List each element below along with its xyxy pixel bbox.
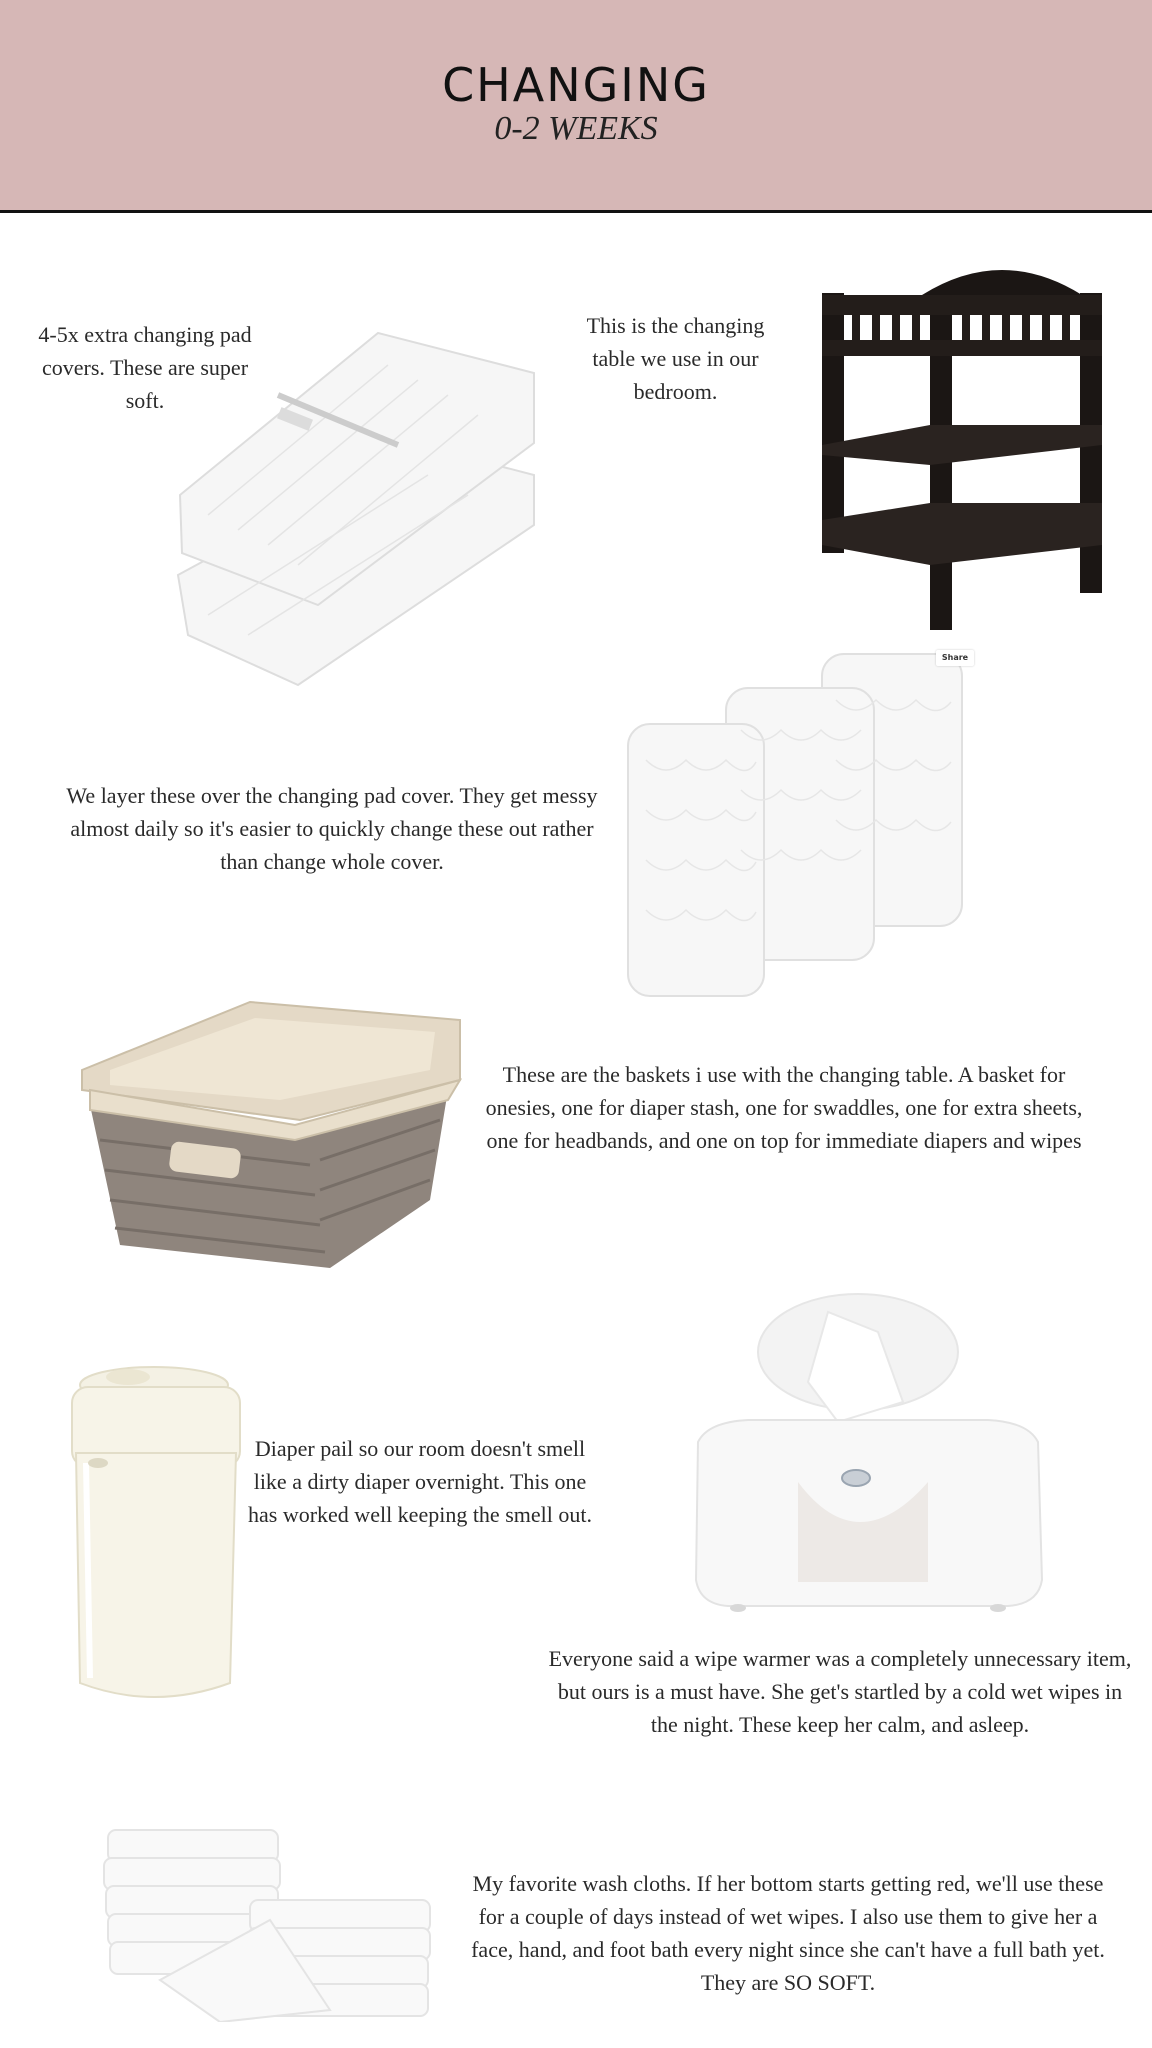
changing-pad-liners-image	[626, 650, 966, 1000]
changing-pad-liners-caption: We layer these over the changing pad cover. They get messy almost daily so it's easier to quickly change these out rather than change whole cover.	[66, 783, 598, 874]
wash-cloths-caption: My favorite wash cloths. If her bottom starts getting red, we'll use these for a couple of days instead of wet wipes. I also use them to give her a face, hand, and foot bath every night since she can't have a full bath yet. They are SO SOFT.	[471, 1871, 1105, 1995]
storage-basket-image	[80, 1000, 462, 1272]
changing-table-image	[812, 255, 1117, 630]
diaper-pail-image	[68, 1363, 242, 1711]
changing-pad-covers-caption: 4-5x extra changing pad covers. These are super soft.	[38, 322, 252, 413]
wipe-warmer-caption: Everyone said a wipe warmer was a completely unnecessary item, but ours is a must have. She get's startled by a cold wet wipes in the night. These keep her calm, and asleep.	[548, 1646, 1132, 1737]
diaper-pail-caption: Diaper pail so our room doesn't smell like a dirty diaper overnight. This one has worked well keeping the smell out.	[248, 1436, 592, 1527]
share-button[interactable]: Share	[936, 650, 974, 666]
page-title: CHANGING	[442, 58, 710, 112]
changing-table-caption: This is the changing table we use in our bedroom.	[586, 313, 765, 404]
storage-basket-caption: These are the baskets i use with the changing table. A basket for onesies, one for diaper stash, one for swaddles, one for extra sheets, one for headbands, and one on top for immediate diapers and wipes	[485, 1062, 1083, 1153]
wash-cloths-image	[100, 1820, 435, 2022]
page-subtitle: 0-2 WEEKS	[494, 110, 658, 147]
wipe-warmer-image	[688, 1292, 1054, 1614]
changing-pad-covers-image	[168, 325, 540, 715]
page-header	[0, 0, 1152, 213]
